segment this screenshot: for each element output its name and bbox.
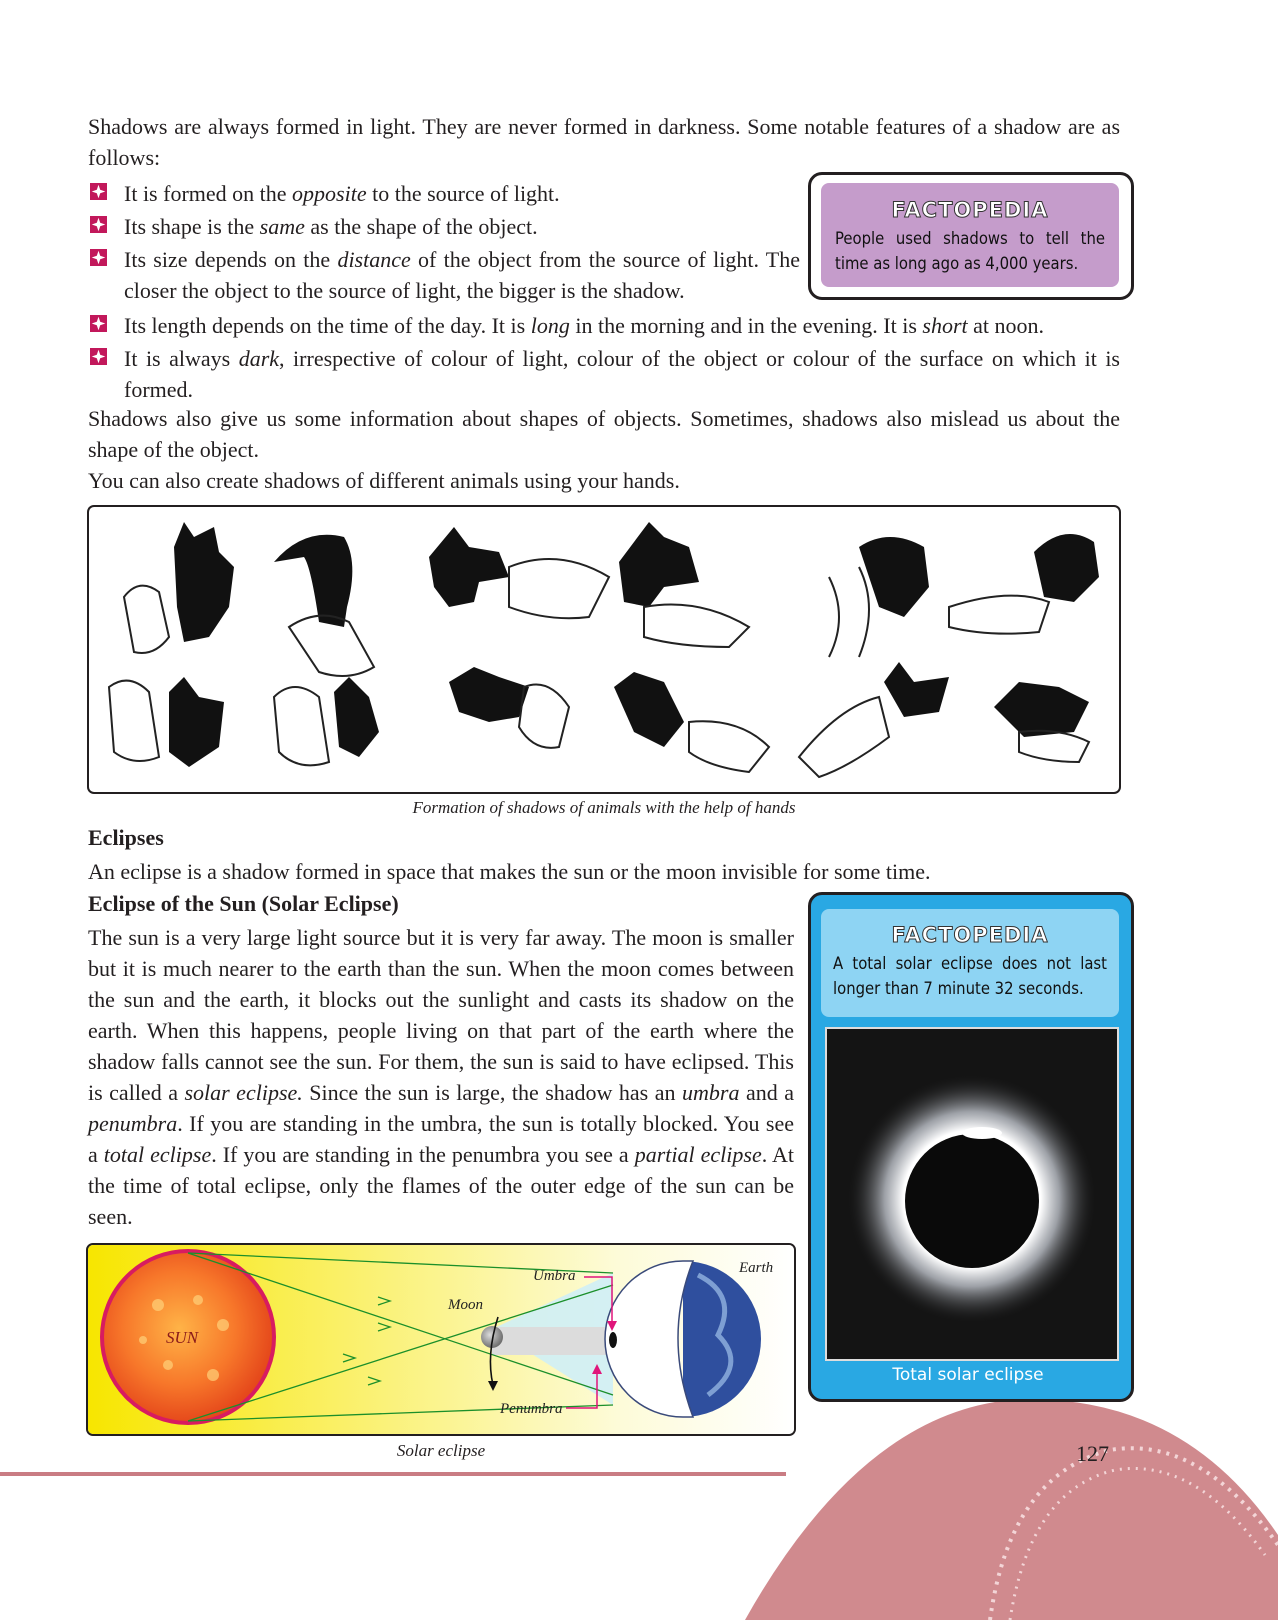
hand-shadows-figure: [87, 505, 1121, 794]
moon-label: Moon: [448, 1297, 483, 1313]
eclipses-heading: Eclipses: [88, 825, 164, 850]
cross-bullet-icon: [90, 249, 107, 266]
shape-info-paragraph: Shadows also give us some information about shapes of objects. Sometimes, shadows also mislead us about the shape of the object.: [88, 406, 1120, 462]
list-item: Its size depends on the distance of the object from the source of light. The closer the object to the source of light, the bigger is the shadow.: [88, 244, 800, 306]
cross-bullet-icon: [90, 348, 107, 365]
factopedia-panel: [821, 183, 1119, 287]
eclipse-corona-image: [827, 1029, 1117, 1359]
hand-shadows-intro: You can also create shadows of different animals using your hands.: [88, 468, 680, 493]
shadow-dog: [429, 527, 509, 607]
factopedia-panel: [821, 909, 1119, 1017]
shadow-horse: [619, 522, 699, 607]
hand-shadows-illustration: [89, 507, 1119, 792]
solar-eclipse-paragraph: The sun is a very large light source but it is very far away. The moon is smaller but it is much nearer to the earth than the sun. When the moon comes between the sun and the earth, it blocks out the sunlight and casts its shadow on the earth. When this happens, people living on that part of the earth where the shadow falls cannot see the sun. For them, the sun is said to have eclipsed. This is called a solar eclipse. Since the sun is large, the shadow has an umbra and a penumbra. If you are standing in the umbra, the sun is totally blocked. You see a total eclipse. If you are standing in the penumbra you see a partial eclipse. At the time of total eclipse, only the flames of the outer edge of the sun can be seen.: [88, 925, 795, 1229]
shadow-camel: [614, 672, 684, 747]
eclipse-definition: An eclipse is a shadow formed in space that makes the sun or the moon invisible for some time.: [88, 859, 931, 884]
list-item: It is formed on the opposite to the source of light.: [88, 178, 844, 209]
intro-paragraph: Shadows are always formed in light. They are never formed in darkness. Some notable features of a shadow are as follows:: [88, 114, 1120, 170]
list-item: It is always dark, irrespective of colour of light, colour of the object or colour of the surface on which it is formed.: [88, 343, 1120, 405]
shadow-bird: [274, 535, 352, 627]
solar-eclipse-heading: Eclipse of the Sun (Solar Eclipse): [88, 891, 399, 916]
shadow-goat: [334, 677, 379, 757]
shadow-deer: [884, 662, 949, 717]
earth-label: Earth: [739, 1260, 774, 1276]
page-number: 127: [1076, 1441, 1109, 1466]
sun-label: SUN: [166, 1328, 199, 1347]
penumbra-label: Penumbra: [500, 1401, 563, 1417]
factopedia-title: FACTOPEDIA: [891, 923, 1049, 947]
shadow-llama: [994, 682, 1089, 737]
cross-bullet-icon: [90, 216, 107, 233]
eclipse-photo-caption: Total solar eclipse: [892, 1365, 1044, 1385]
list-item: Its shape is the same as the shape of the object.: [88, 211, 844, 242]
factopedia-text: A total solar eclipse does not last longer than 7 minute 32 seconds.: [833, 954, 1107, 998]
solar-eclipse-illustration: [88, 1245, 794, 1434]
shadow-bear: [1034, 534, 1099, 602]
cross-bullet-icon: [90, 183, 107, 200]
total-eclipse-photo: [825, 1027, 1119, 1361]
umbra-label: Umbra: [533, 1268, 576, 1284]
shadow-squirrel: [169, 677, 224, 767]
factopedia-box-eclipse: [808, 892, 1134, 1402]
shadow-rabbit: [174, 522, 234, 642]
factopedia-title: FACTOPEDIA: [891, 198, 1049, 222]
cross-bullet-icon: [90, 315, 107, 332]
hand-shadows-caption: Formation of shadows of animals with the help of hands: [412, 798, 796, 817]
shadow-wolf: [449, 667, 529, 722]
factopedia-box-time: [808, 172, 1134, 300]
factopedia-text: People used shadows to tell the time as long ago as 4,000 years.: [835, 229, 1105, 273]
list-item: Its length depends on the time of the day. It is long in the morning and in the evening. It is short at noon.: [88, 310, 1160, 341]
solar-eclipse-diagram: [86, 1243, 796, 1436]
solar-eclipse-caption: Solar eclipse: [396, 1441, 486, 1460]
